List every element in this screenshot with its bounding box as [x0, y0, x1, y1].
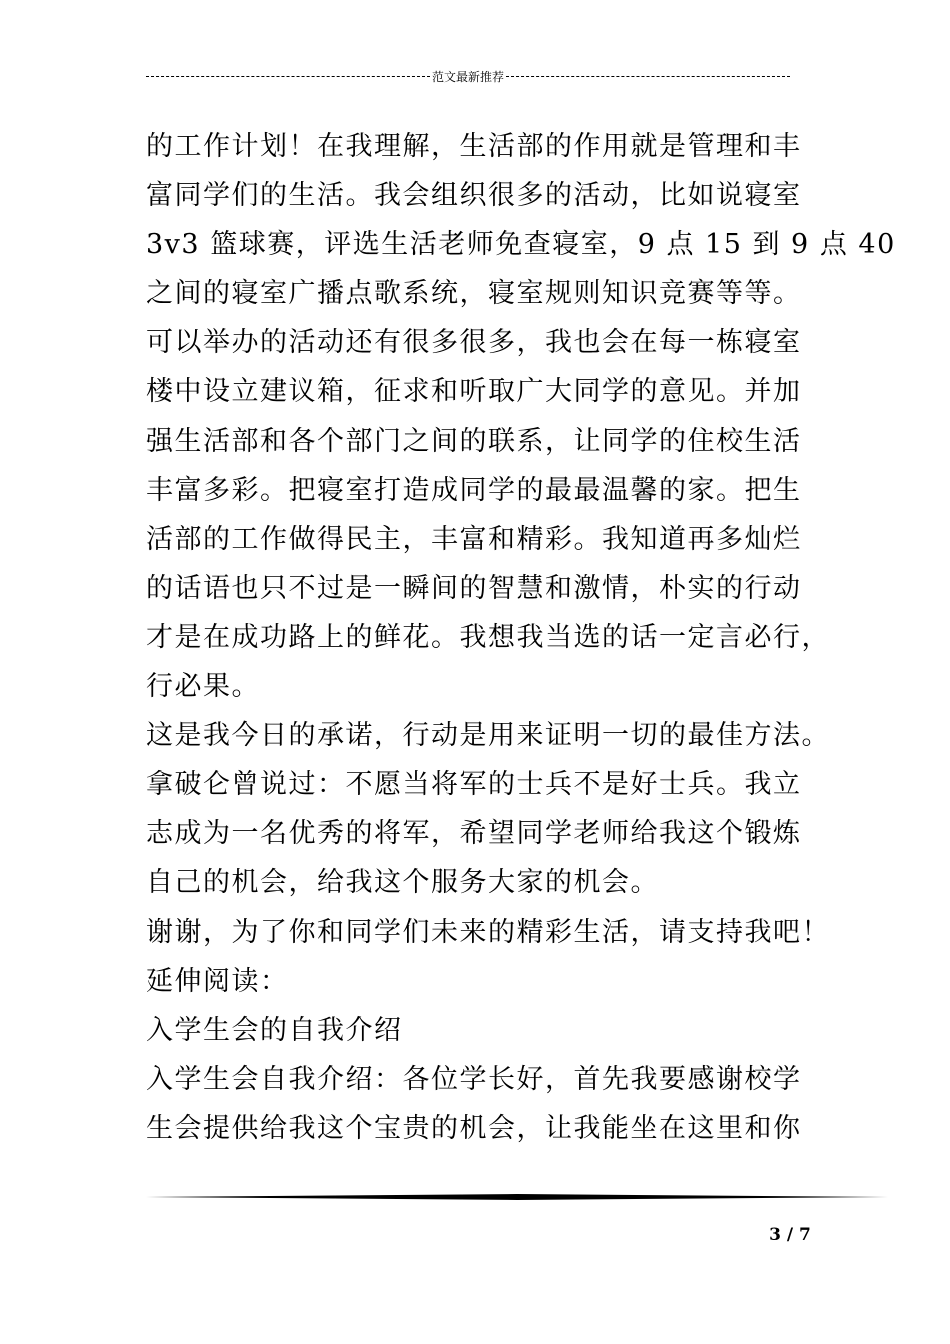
body-line: 丰富多彩。把寝室打造成同学的最最温馨的家。把生 [146, 474, 802, 506]
body-line: 谢谢，为了你和同学们未来的精彩生活，请支持我吧！ [146, 916, 830, 948]
body-line: 拿破仑曾说过：不愿当将军的士兵不是好士兵。我立 [146, 769, 802, 801]
body-line: 的工作计划！在我理解，生活部的作用就是管理和丰 [146, 131, 802, 162]
body-line: 之间的寝室广播点歌系统，寝室规则知识竞赛等等。 [146, 278, 802, 310]
body-line: 的话语也只不过是一瞬间的智慧和激情，朴实的行动 [146, 572, 802, 604]
body-line: 这是我今日的承诺，行动是用来证明一切的最佳方法。 [146, 720, 830, 752]
body-line: 自己的机会，给我这个服务大家的机会。 [146, 867, 659, 899]
body-line: 强生活部和各个部门之间的联系，让同学的住校生活 [146, 425, 802, 457]
page-header [146, 66, 790, 86]
body-line: 楼中设立建议箱，征求和听取广大同学的意见。并加 [146, 376, 802, 408]
body-line: 活部的工作做得民主，丰富和精彩。我知道再多灿烂 [146, 523, 802, 555]
body-line: 3v3 篮球赛，评选生活老师免查寝室，9 点 15 到 9 点 40 [146, 229, 896, 261]
body-line: 富同学们的生活。我会组织很多的活动，比如说寝室 [146, 180, 802, 212]
body-line: 生会提供给我这个宝贵的机会，让我能坐在这里和你 [146, 1112, 802, 1144]
document-body [146, 122, 896, 1153]
page-number: 3 / 7 [769, 1225, 811, 1245]
header-title: 范文最新推荐 [432, 69, 505, 84]
body-line: 可以举办的活动还有很多很多，我也会在每一栋寝室 [146, 327, 802, 359]
footer-rule [146, 1193, 888, 1201]
body-line: 志成为一名优秀的将军，希望同学老师给我这个锻炼 [146, 818, 802, 850]
header-dashed-rule-right [506, 76, 790, 77]
body-line: 才是在成功路上的鲜花。我想我当选的话一定言必行， [146, 621, 830, 653]
body-line: 延伸阅读： [146, 965, 289, 997]
header-dashed-rule-left [146, 76, 430, 77]
body-line: 入学生会自我介绍：各位学长好，首先我要感谢校学 [146, 1063, 802, 1095]
body-line: 行必果。 [146, 671, 260, 703]
body-line: 入学生会的自我介绍 [146, 1014, 403, 1046]
